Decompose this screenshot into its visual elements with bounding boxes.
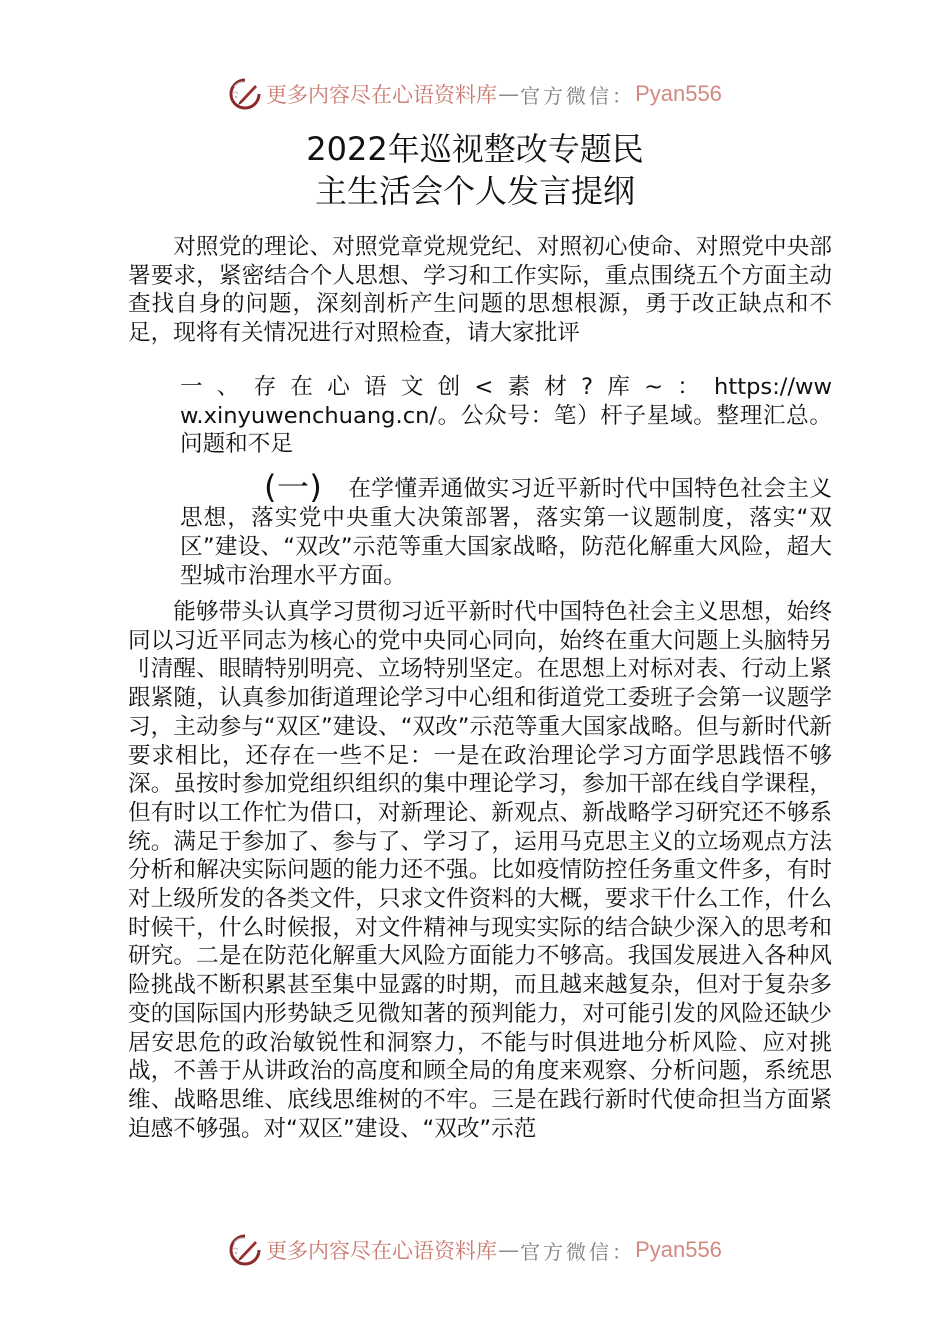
watermark-wechat-label: 官方微信： bbox=[520, 1239, 636, 1264]
title-line-2: 主生活会个人发言提纲 bbox=[314, 172, 635, 210]
subsection-text: 在学懂弄通做实习近平新时代中国特色社会主义思想，落实党中央重大决策部署，落实第一议题制度，落实“双区”建设、“双改”示范等重大国家战略，防范化解重大风险，超大型城市治理水平方面。 bbox=[180, 476, 832, 589]
quill-pen-logo-icon bbox=[228, 77, 262, 111]
header-watermark-banner bbox=[0, 72, 950, 116]
body-paragraph: 能够带头认真学习贯彻习近平新时代中国特色社会主义思想，始终同以习近平同志为核心的党中央同心同向，始终在重大问题上头脑特另 刂清醒、眼睛特别明亮、立场特别坚定。在思想上对标对表、行动上紧跟紧随，认真参加街道理论学习中心组和街道党工委班子会第一议题学习，主动参与“双区”建设、“双改”示范等重大国家战略。但与新时代新要求相比，还存在一些不足：一是在政治理论学习方面学思践悟不够深。虽按时参加党组织组织的集中理论学习，参加干部在线自学课程，但有时以工作忙为借口，对新理论、新观点、新战略学习研究还不够系统。满足于参加了、参与了、学习了，运用马克思主义的立场观点方法分析和解决实际问题的能力还不强。比如疫情防控任务重文件多，有时对上级所发的各类文件，只求文件资料的大概，要求干什么工作，什么时候干，什么时候报，对文件精神与现实实际的结合缺少深入的思考和研究。二是在防范化解重大风险方面能力不够高。我国发展进入各种风险挑战不断积累甚至集中显露的时期，而且越来越复杂，但对于复杂多变的国际国内形势缺乏见微知著的预判能力，对可能引发的风险还缺少居安思危的政治敏锐性和洞察力，不能与时俱进地分析风险、应对挑战，不善于从讲政治的高度和顾全局的角度来观察、分析问题，系统思维、战略思维、底线思维树的不牢。三是在践行新时代使命担当方面紧迫感不够强。对“双区”建设、“双改”示范 bbox=[128, 599, 832, 1142]
watermark-separator: — bbox=[498, 1238, 520, 1262]
document-title bbox=[0, 128, 950, 212]
watermark-brand-text: 更多内容尽在心语资料库 bbox=[266, 1239, 498, 1263]
section-heading-1-rest: https://www.xinyuwenchuang.cn/。公众号：笔）杆子星域。整理汇总。问题和不足 bbox=[180, 374, 832, 458]
quill-pen-logo-icon bbox=[228, 1233, 262, 1267]
section-heading-1 bbox=[180, 373, 832, 459]
watermark-separator: — bbox=[498, 82, 520, 106]
footer-watermark-banner bbox=[0, 1228, 950, 1272]
intro-paragraph: 对照党的理论、对照党章党规党纪、对照初心使命、对照党中央部署要求，紧密结合个人思想、学习和工作实际，重点围绕五个方面主动查找自身的问题，深刻剖析产生问题的思想根源，勇于改正缺点和不足，现将有关情况进行对照检查，请大家批评 bbox=[128, 234, 832, 347]
section-heading-1-prefix: 一、存在心语文创<素材?库~： bbox=[180, 374, 715, 400]
watermark-wechat-id: Pyan556 bbox=[635, 1237, 722, 1262]
watermark-wechat-id: Pyan556 bbox=[635, 81, 722, 106]
title-line-1: 2022年巡视整改专题民 bbox=[306, 130, 644, 168]
subsection-number: (一) bbox=[264, 468, 322, 506]
watermark-brand-text: 更多内容尽在心语资料库 bbox=[266, 83, 498, 107]
watermark-wechat-label: 官方微信： bbox=[520, 83, 636, 108]
subsection-heading-1 bbox=[180, 468, 832, 591]
body-section bbox=[128, 598, 832, 1143]
intro-section bbox=[128, 233, 832, 348]
